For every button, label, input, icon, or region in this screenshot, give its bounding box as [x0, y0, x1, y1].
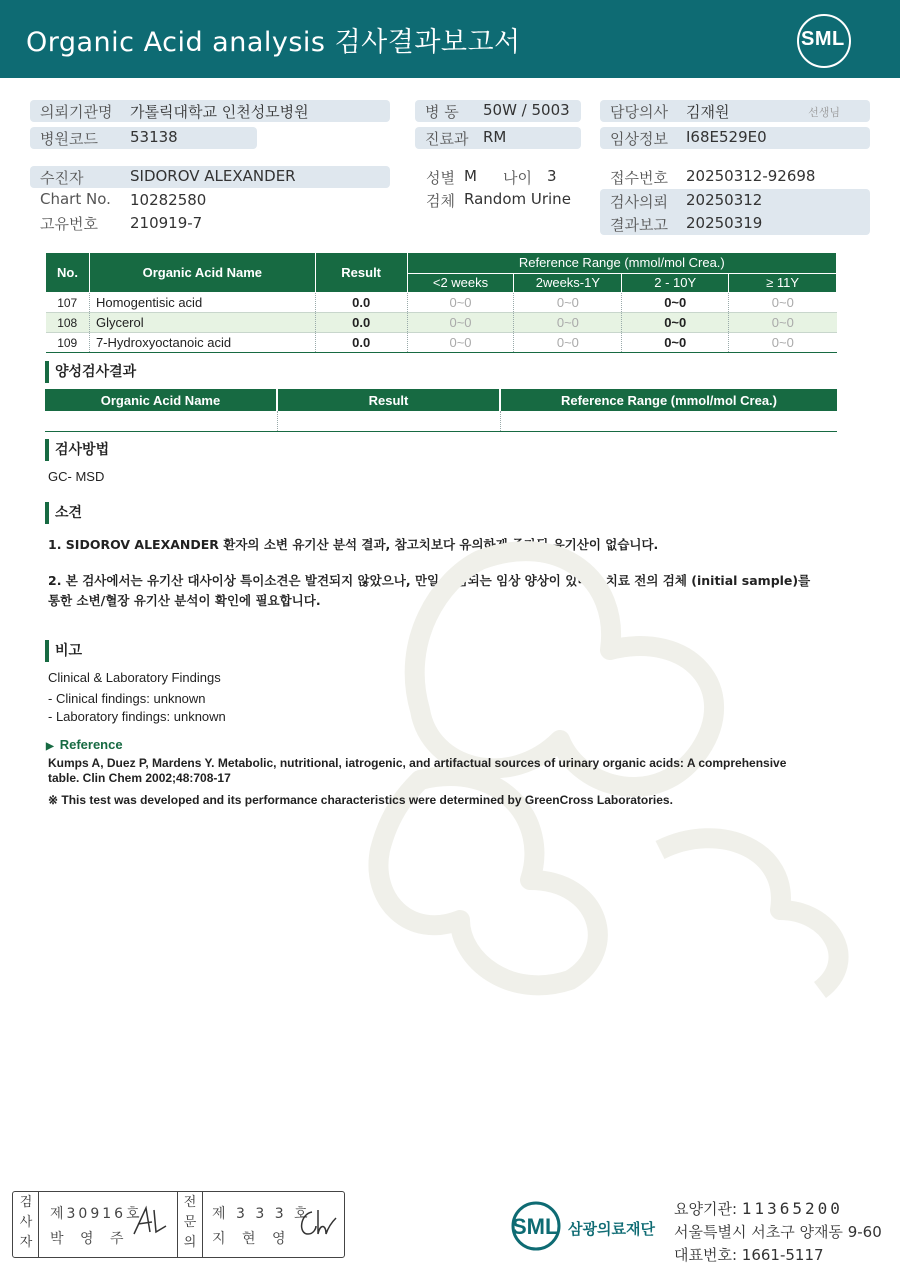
age-label: 나이: [503, 169, 532, 187]
receipt-no-value: 20250312-92698: [686, 167, 816, 185]
disclaimer: ※ This test was developed and its performance characteristics were determined by GreenCross Laboratories.: [48, 793, 673, 807]
patient-field: 수진자 SIDOROV ALEXANDER: [30, 166, 390, 188]
inspector-signature: [130, 1202, 170, 1242]
department-field: 진료과 RM: [415, 127, 581, 149]
hospital-code-field: 병원코드 53138: [30, 127, 257, 149]
sex-label: 성별: [426, 169, 455, 187]
specimen-value: Random Urine: [464, 190, 571, 208]
clinical-info-field: 임상정보 I68E529E0: [600, 127, 870, 149]
method-section-title: 검사방법: [45, 439, 109, 461]
table-row: 107 Homogentisic acid 0.0 0~0 0~0 0~0 0~0: [46, 293, 837, 313]
care-institution: 요양기관: 11365200: [674, 1199, 843, 1218]
report-title: Organic Acid analysis 검사결과보고서: [26, 27, 521, 58]
reference-line-2: table. Clin Chem 2002;48:708-17: [48, 771, 231, 785]
remarks-heading: Clinical & Laboratory Findings: [48, 670, 221, 685]
report-header: [0, 0, 900, 78]
address: 서울특별시 서초구 양재동 9-60: [674, 1223, 882, 1241]
col-age-1: <2 weeks: [407, 273, 514, 293]
col-no: No.: [46, 253, 90, 293]
sml-logo: SML: [801, 28, 845, 50]
opinion-line-2a: 2. 본 검사에서는 유기산 대사이상 특이소견은 발견되지 않았으나, 만일 의심되는 임상 양상이 있다면 치료 전의 검체 (initial sample)를: [48, 573, 811, 588]
col-result: Result: [315, 253, 407, 293]
institution-field: 의뢰기관명 가톨릭대학교 인천성모병원: [30, 100, 390, 122]
table-row: 109 7-Hydroxyoctanoic acid 0.0 0~0 0~0 0~0 0~0: [46, 333, 837, 353]
org-logo: SML 삼광의료재단: [510, 1200, 562, 1256]
specialist-license: 제 3 3 3 호: [212, 1206, 311, 1222]
chart-no-value: 10282580: [130, 191, 207, 209]
method-value: GC- MSD: [48, 469, 105, 484]
phone: 대표번호: 1661-5117: [674, 1246, 824, 1264]
pos-col-result: Result: [277, 389, 500, 411]
reference-line-1: Kumps A, Duez P, Mardens Y. Metabolic, nutritional, iatrogenic, and artifactual sources of urinary organic acids: A comprehensive: [48, 756, 787, 770]
specialist-label: 전 문 의: [183, 1195, 197, 1250]
chart-no-label: Chart No.: [40, 190, 111, 208]
col-name: Organic Acid Name: [89, 253, 315, 293]
clinical-findings: - Clinical findings: unknown: [48, 691, 206, 706]
triangle-right-icon: ▶: [46, 741, 54, 752]
col-age-4: ≥ 11Y: [729, 273, 837, 293]
unique-no-value: 210919-7: [130, 214, 203, 232]
remarks-section-title: 비고: [45, 640, 82, 662]
col-age-3: 2 - 10Y: [622, 273, 729, 293]
positive-table: [45, 389, 837, 432]
table-row: 108 Glycerol 0.0 0~0 0~0 0~0 0~0: [46, 313, 837, 333]
pos-col-name: Organic Acid Name: [45, 389, 277, 411]
ward-field: 병 동 50W / 5003: [415, 100, 581, 122]
opinion-section-title: 소견: [45, 502, 82, 524]
opinion-line-1: 1. SIDOROV ALEXANDER 환자의 소변 유기산 분석 결과, 참고치보다 유의하게 증가된 유기산이 없습니다.: [48, 537, 659, 552]
unique-no-label: 고유번호: [40, 215, 98, 233]
inspector-name: 박 영 주: [50, 1231, 130, 1247]
age-value: 3: [547, 167, 557, 185]
laboratory-findings: - Laboratory findings: unknown: [48, 709, 226, 724]
inspector-license: 제30916호: [50, 1206, 143, 1222]
sex-value: M: [464, 167, 477, 185]
specialist-signature: [294, 1204, 338, 1244]
specimen-label: 검체: [426, 192, 455, 210]
positive-section-title: 양성검사결과: [45, 361, 136, 383]
col-ref-range: Reference Range (mmol/mol Crea.): [407, 253, 836, 274]
doctor-field: 담당의사 김재원 선생님: [600, 100, 870, 122]
specialist-name: 지 현 영: [212, 1231, 292, 1247]
col-age-2: 2weeks-1Y: [514, 273, 622, 293]
results-table: [45, 252, 837, 353]
opinion-line-2b: 통한 소변/혈장 유기산 분석이 확인에 필요합니다.: [48, 593, 321, 608]
pos-col-ref: Reference Range (mmol/mol Crea.): [500, 389, 837, 411]
inspector-label: 검 사 자: [19, 1195, 33, 1250]
dates-field: 검사의뢰 20250312 결과보고 20250319: [600, 189, 870, 235]
table-row: [45, 411, 837, 431]
reference-heading: ▶ Reference: [46, 737, 123, 752]
receipt-no-label: 접수번호: [610, 169, 668, 187]
